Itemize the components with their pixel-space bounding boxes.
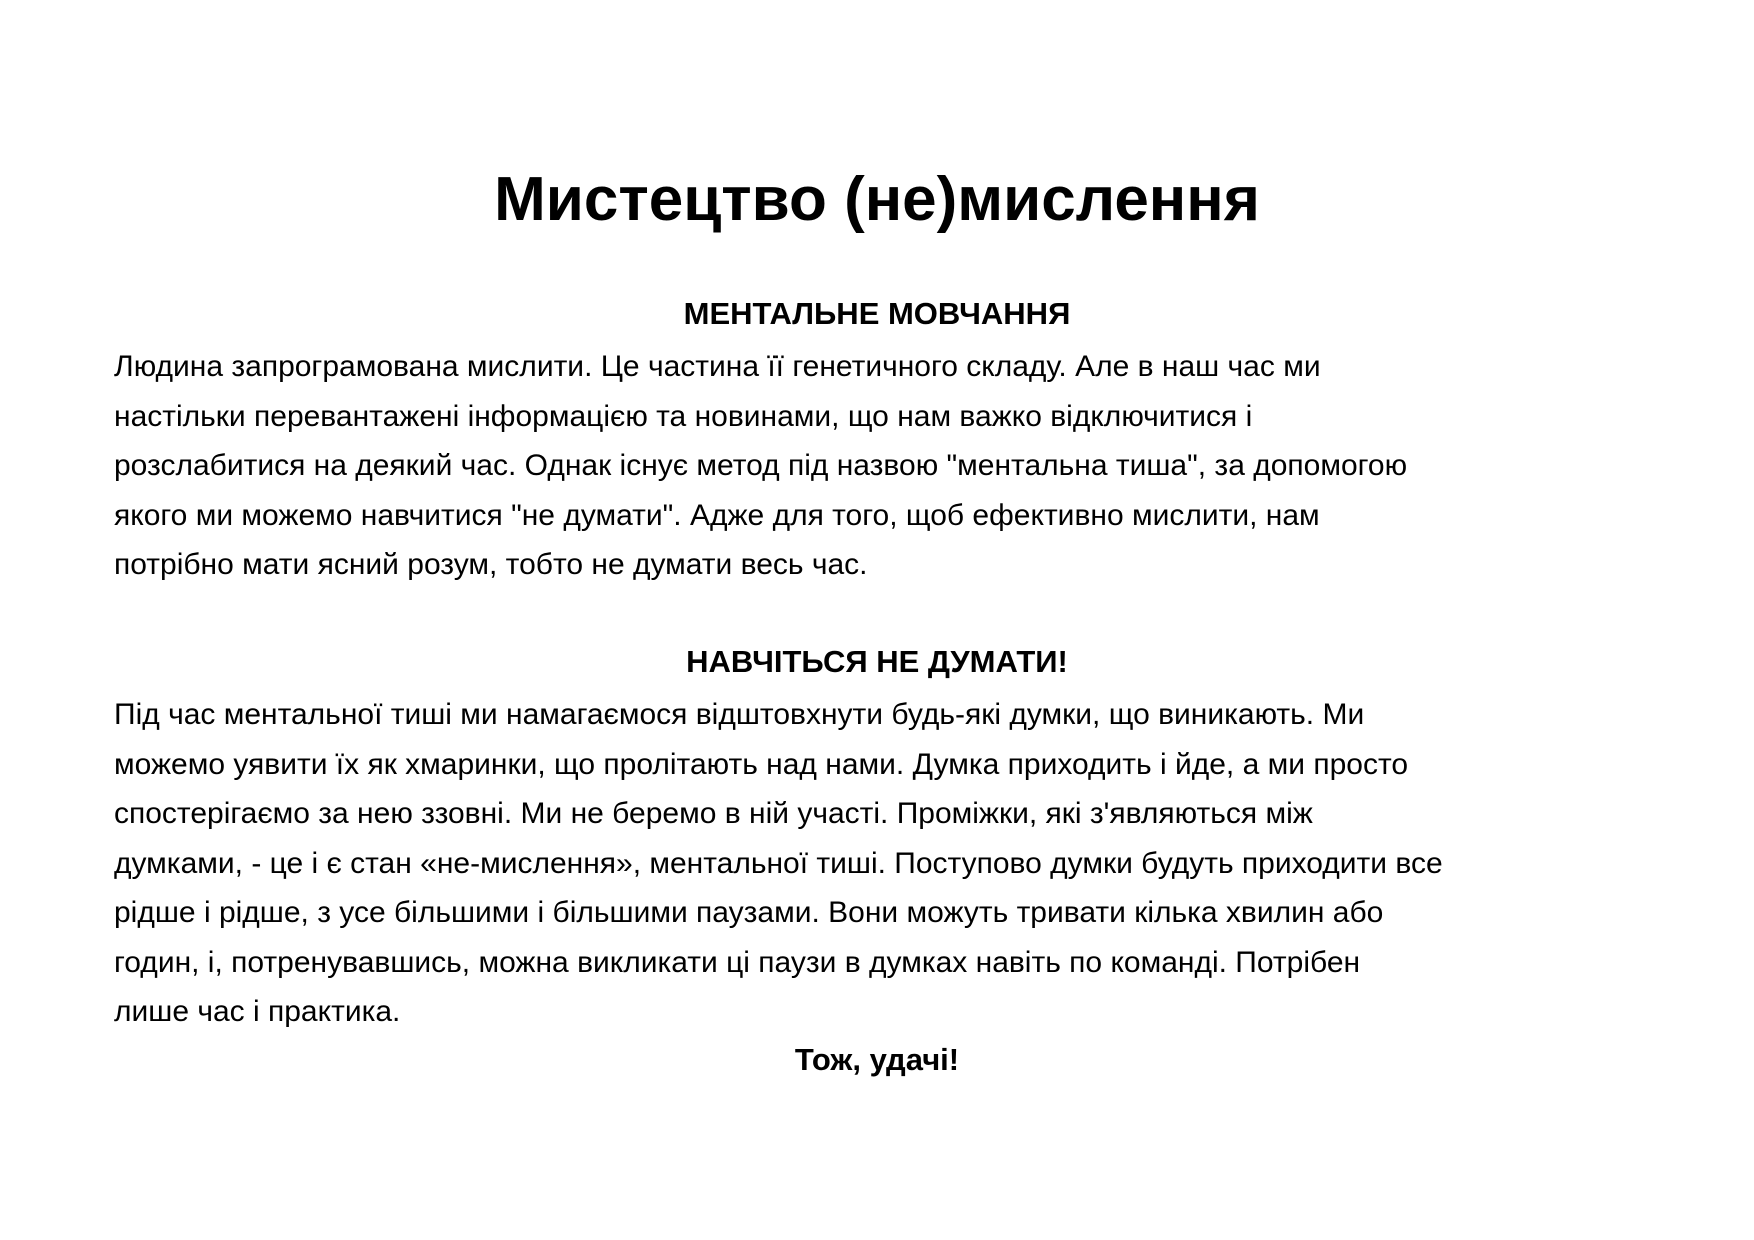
paragraph-line: розслабитися на деякий час. Однак існує метод під назвою "ментальна тиша", за допомогою — [114, 449, 1408, 482]
section-paragraph-learn-not-to-think — [114, 690, 1644, 1037]
section-paragraph-mental-silence — [114, 342, 1644, 590]
closing-line: Тож, удачі! — [794, 1042, 960, 1077]
paragraph-line: можемо уявити їх як хмаринки, що пролітають над нами. Думка приходить і йде, а ми просто — [114, 747, 1409, 781]
paragraph-line: лише час і практика. — [114, 995, 401, 1028]
paragraph-line: Людина запрограмована мислити. Це частина її генетичного складу. Але в наш час ми — [114, 350, 1321, 383]
paragraph-line: настільки перевантажені інформацією та новинами, що нам важко відключитися і — [114, 399, 1253, 433]
paragraph-line: потрібно мати ясний розум, тобто не думати весь час. — [114, 548, 868, 581]
paragraph-line: рідше і рідше, з усе більшими і більшими паузами. Вони можуть тривати кілька хвилин або — [114, 896, 1384, 929]
paragraph-line: якого ми можемо навчитися "не думати". Адже для того, щоб ефективно мислити, нам — [114, 498, 1320, 532]
paragraph-line: думками, - це і є стан «не-мислення», ментальної тиші. Поступово думки будуть приходити все — [114, 846, 1443, 880]
section-heading-learn-not-to-think: НАВЧІТЬСЯ НЕ ДУМАТИ! — [686, 644, 1068, 679]
paragraph-line: спостерігаємо за нею ззовні. Ми не беремо в ній участі. Проміжки, які з'являються між — [114, 797, 1313, 830]
paragraph-line: Під час ментальної тиші ми намагаємося відштовхнути будь-які думки, що виникають. Ми — [114, 698, 1365, 731]
document-title: Мистецтво (не)мислення — [494, 165, 1260, 234]
paragraph-line: годин, і, потренувавшись, можна викликати ці паузи в думках навіть по команді. Потрібен — [114, 945, 1361, 979]
section-heading-mental-silence: МЕНТАЛЬНЕ МОВЧАННЯ — [683, 296, 1071, 331]
